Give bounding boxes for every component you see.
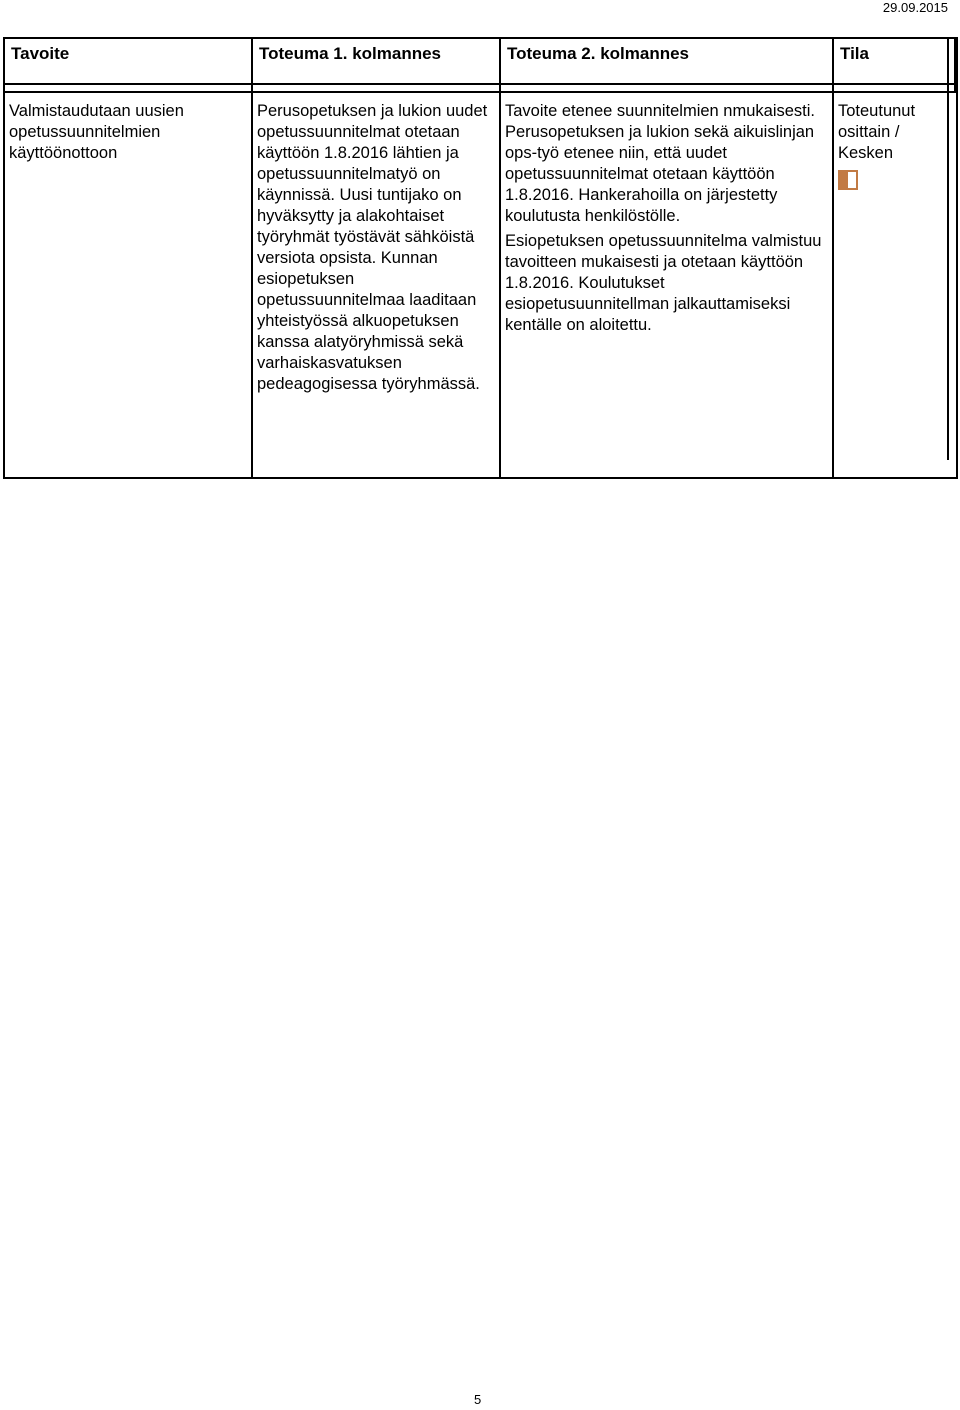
column-header-tavoite: Tavoite bbox=[4, 38, 252, 84]
table-inner-border bbox=[947, 37, 949, 460]
half-filled-status-icon bbox=[838, 170, 858, 190]
status-text: Toteutunut osittain / Kesken bbox=[838, 102, 916, 162]
column-header-toteuma-1: Toteuma 1. kolmannes bbox=[252, 38, 500, 84]
toteuma-2-paragraph-1: Tavoite etenee suunnitelmien nmukaisesti. Perusopetuksen ja lukion sekä aikuislinjan ops-työ etenee niin, että uudet opetussuunnitelmat otetaan käyttöön 1.8.2016. Hankerahoilla on järjestetty koulutusta henkilöstölle. bbox=[505, 102, 816, 225]
goals-table bbox=[3, 37, 958, 479]
report-date: 29.09.2015 bbox=[882, 0, 948, 15]
toteuma-2-paragraph-2: Esiopetuksen opetussuunnitelma valmistuu tavoitteen mukaisesti ja otetaan käyttöön 1.8.2016. Koulutukset esiopetusuunnitellman jalkauttamiseksi kentälle on aloitettu. bbox=[505, 232, 822, 334]
cell-tila bbox=[833, 92, 957, 478]
spacer-row bbox=[4, 84, 957, 92]
cell-tavoite: Valmistaudutaan uusien opetussuunnitelmien käyttöönottoon bbox=[4, 92, 252, 478]
page-number: 5 bbox=[474, 1392, 482, 1407]
column-header-tila: Tila bbox=[833, 38, 957, 84]
table-outer-border bbox=[954, 37, 956, 91]
table-row bbox=[4, 92, 957, 478]
table-header-row bbox=[4, 38, 957, 84]
cell-toteuma-1: Perusopetuksen ja lukion uudet opetussuunnitelmat otetaan käyttöön 1.8.2016 lähtien ja opetussuunnitelmatyö on käynnissä. Uusi tuntijako on hyväksytty ja alakohtaiset työryhmät työstävät sähköistä versiota opsista. Kunnan esiopetuksen opetussuunnitelmaa laaditaan yhteistyössä alkuopetuksen kanssa alatyöryhmissä sekä varhaiskasvatuksen pedeagogisessa työryhmässä. bbox=[252, 92, 500, 478]
cell-toteuma-2 bbox=[500, 92, 833, 478]
column-header-toteuma-2: Toteuma 2. kolmannes bbox=[500, 38, 833, 84]
